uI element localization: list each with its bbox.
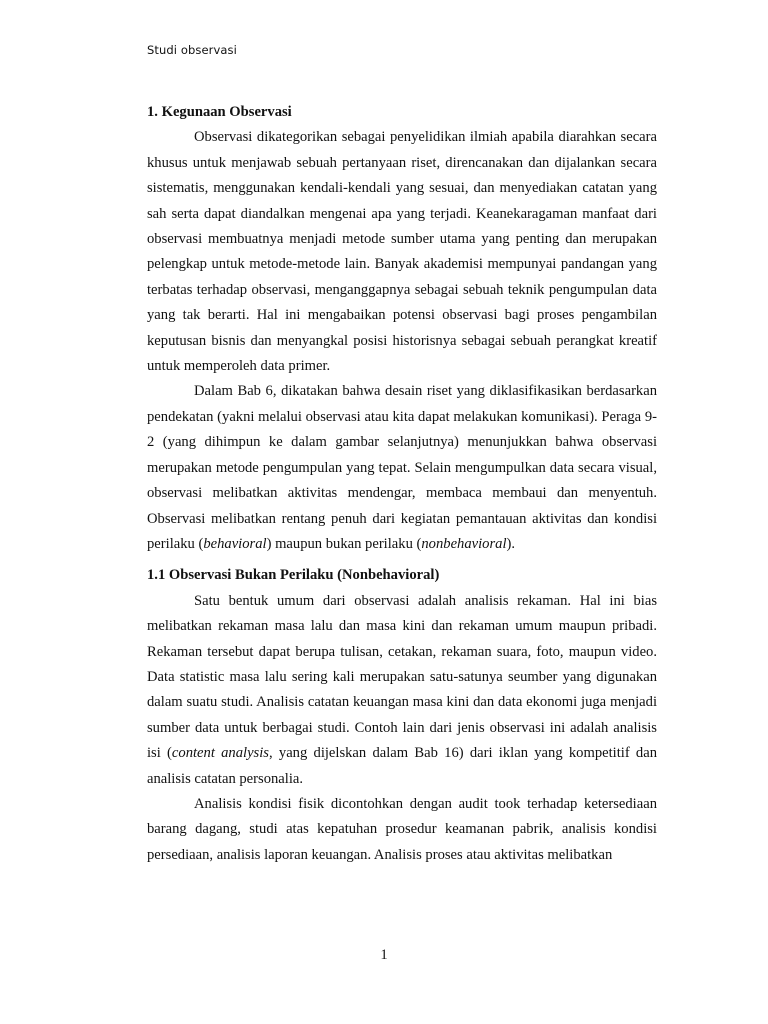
text-run: Dalam Bab 6, dikatakan bahwa desain riset yang diklasifikasikan berdasarkan pendekatan (yakni melalui observasi atau kita dapat melakukan komunikasi). Peraga 9-2 (yang dihimpun ke dalam gambar selanjutnya) menunjukkan bahwa observasi merupakan metode pengumpulan yang tepat. Selain mengumpulkan data secara visual, observasi melibatkan aktivitas mendengar, membaca membaui dan menyentuh. Observasi melibatkan rentang penuh dari kegiatan pemantauan aktivitas dan kondisi perilaku ( — [147, 383, 657, 552]
paragraph — [147, 589, 657, 792]
text-run: , yang dijelskan dalam Bab 16) dari iklan yang kompetitif dan analisis catatan personalia. — [147, 745, 658, 787]
text-run: Satu bentuk umum dari observasi adalah analisis rekaman. Hal ini bias melibatkan rekaman masa lalu dan masa kini dan rekaman umum maupun pribadi. Rekaman tersebut dapat berupa tulisan, cetakan, rekaman suara, foto, maupun video. Data statistic masa lalu sering kali merupakan satu-satunya seumber yang digunakan dalam suatu studi. Analisis catatan keuangan masa kini dan data ekonomi juga menjadi sumber data untuk berbagai studi. Contoh lain dari jenis observasi ini adalah analisis isi ( — [147, 592, 657, 762]
subsection-heading-nonbehavioral: 1.1 Observasi Bukan Perilaku (Nonbehavioral) — [147, 567, 440, 584]
italic-term: nonbehavioral — [421, 535, 507, 552]
italic-term: behavioral — [203, 535, 267, 552]
page-number: 1 — [380, 947, 388, 963]
text-run: ). — [506, 535, 516, 552]
section-heading-kegunaan-observasi: 1. Kegunaan Observasi — [147, 104, 292, 120]
running-header: Studi observasi — [147, 43, 237, 57]
paragraph: Analisis kondisi fisik dicontohkan dengan audit took terhadap ketersediaan barang dagang, studi atas kepatuhan prosedur keamanan pabrik, analisis kondisi persediaan, analisis laporan keuangan. Analisis proses atau aktivitas melibatkan — [147, 795, 657, 863]
italic-term: content analysis — [171, 745, 269, 762]
text-run: ) maupun bukan perilaku ( — [266, 535, 422, 552]
paragraph — [147, 379, 657, 557]
paragraph: Observasi dikategorikan sebagai penyelidikan ilmiah apabila diarahkan secara khusus untuk menjawab sebuah pertanyaan riset, direncanakan dan dijalankan secara sistematis, menggunakan kendali-kendali yang sesuai, dan menyediakan catatan yang sah serta dapat diandalkan mengenai apa yang terjadi. Keanekaragaman manfaat dari observasi membuatnya menjadi metode sumber utama yang penting dan merupakan pelengkap untuk metode-metode lain. Banyak akademisi mempunyai pandangan yang terbatas terhadap observasi, menganggapnya sebagai sebuah teknik pengumpulan data yang tak berarti. Hal ini mengabaikan potensi observasi bagi proses pengambilan keputusan bisnis dan menyangkal posisi historisnya sebagai sebuah perangkat kreatif untuk memperoleh data primer. — [147, 129, 657, 375]
page-content — [147, 100, 657, 868]
